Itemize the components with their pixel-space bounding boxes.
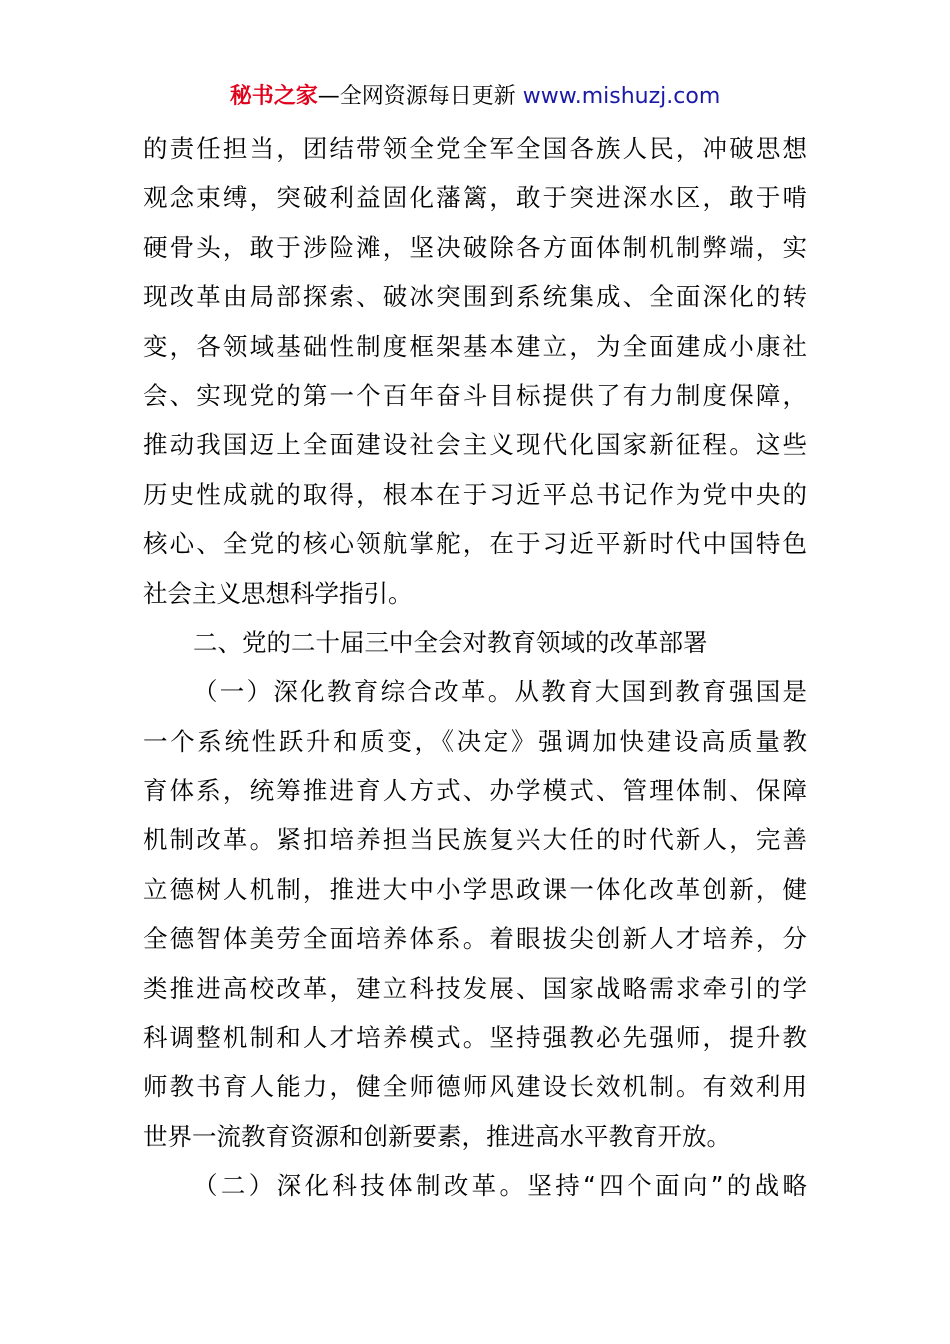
header-url-link[interactable]: www.mishuzj.com bbox=[522, 84, 721, 109]
section-heading: 二、党的二十届三中全会对教育领域的改革部署 bbox=[193, 627, 708, 657]
text-line: 一个系统性跃升和质变，《决定》强调加快建设高质量教 bbox=[143, 726, 807, 756]
header-slogan: —全网资源每日更新 bbox=[317, 84, 516, 109]
page-header bbox=[0, 80, 950, 114]
text-line: 的责任担当，团结带领全党全军全国各族人民，冲破思想 bbox=[143, 134, 807, 163]
text-line: 世界一流教育资源和创新要素，推进高水平教育开放。 bbox=[143, 1121, 731, 1151]
text-line: （二）深化科技体制改革。坚持“四个面向”的战略 bbox=[193, 1171, 807, 1201]
text-line: 科调整机制和人才培养模式。坚持强教必先强师，提升教 bbox=[143, 1023, 807, 1053]
text-line: （一）深化教育综合改革。从教育大国到教育强国是 bbox=[193, 677, 807, 707]
text-line: 会、实现党的第一个百年奋斗目标提供了有力制度保障， bbox=[143, 380, 807, 410]
text-line: 观念束缚，突破利益固化藩篱，敢于突进深水区，敢于啃 bbox=[143, 183, 807, 213]
text-line: 全德智体美劳全面培养体系。着眼拔尖创新人才培养，分 bbox=[143, 924, 807, 954]
text-line: 历史性成就的取得，根本在于习近平总书记作为党中央的 bbox=[143, 479, 807, 509]
text-line: 师教书育人能力，健全师德师风建设长效机制。有效利用 bbox=[143, 1072, 807, 1102]
header-brand: 秘书之家 bbox=[229, 84, 318, 109]
text-line: 现改革由局部探索、破冰突围到系统集成、全面深化的转 bbox=[143, 282, 807, 312]
text-line: 推动我国迈上全面建设社会主义现代化国家新征程。这些 bbox=[143, 430, 807, 460]
text-line: 核心、全党的核心领航掌舵，在于习近平新时代中国特色 bbox=[143, 529, 807, 559]
document-body bbox=[143, 124, 807, 1211]
text-line: 机制改革。紧扣培养担当民族复兴大任的时代新人，完善 bbox=[143, 825, 807, 855]
text-line: 育体系，统筹推进育人方式、办学模式、管理体制、保障 bbox=[143, 776, 807, 806]
text-line: 类推进高校改革，建立科技发展、国家战略需求牵引的学 bbox=[143, 973, 807, 1003]
text-line: 硬骨头，敢于涉险滩，坚决破除各方面体制机制弊端，实 bbox=[143, 232, 807, 262]
text-line: 立德树人机制，推进大中小学思政课一体化改革创新，健 bbox=[143, 874, 807, 904]
text-line: 变，各领域基础性制度框架基本建立，为全面建成小康社 bbox=[143, 331, 807, 361]
text-line: 社会主义思想科学指引。 bbox=[143, 578, 413, 608]
